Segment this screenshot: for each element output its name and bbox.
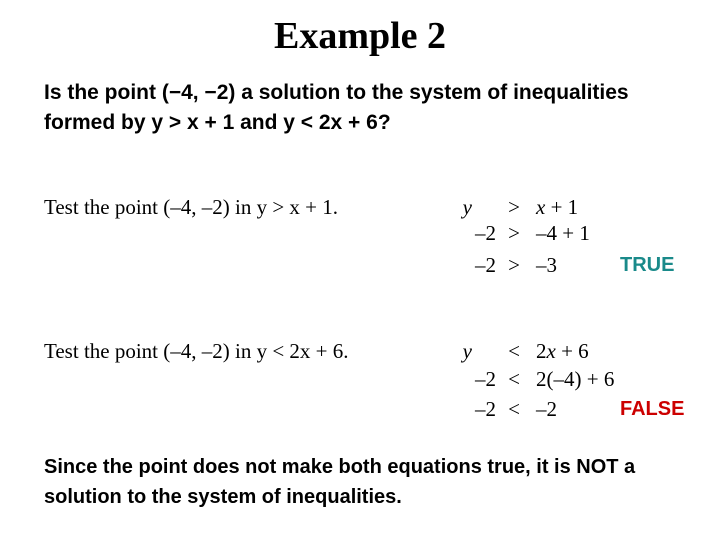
test-2-row-2-right: 2(–4) + 6 <box>536 367 615 391</box>
question-line-1: Is the point (−4, −2) a solution to the system of inequalities <box>44 81 629 104</box>
test-2-row-3-left: –2 <box>475 397 496 421</box>
slide-title: Example 2 <box>273 15 447 57</box>
test-1-row-3-right: –3 <box>536 253 557 277</box>
test-2-row-1-right: 2x + 6 <box>536 339 589 363</box>
test-1-label: Test the point (–4, –2) in y > x + 1. <box>44 195 339 219</box>
test-2-row-1-op: < <box>508 339 520 363</box>
test-1-row-2-left: –2 <box>475 221 496 245</box>
test-1-row-2-right: –4 + 1 <box>536 221 590 245</box>
test-2-row-3-right: –2 <box>536 397 557 421</box>
test-1-row-3-left: –2 <box>475 253 496 277</box>
test-2-row-2-op: < <box>508 367 520 391</box>
test-2-row-3-op: < <box>508 397 520 421</box>
test-1-verdict: TRUE <box>620 254 675 276</box>
conclusion-text <box>44 452 694 512</box>
test-2-row-2-left: –2 <box>475 367 496 391</box>
test-1-row-2-op: > <box>508 221 520 245</box>
test-2-label: Test the point (–4, –2) in y < 2x + 6. <box>44 339 349 363</box>
conclusion-line-2: solution to the system of inequalities. <box>44 486 402 508</box>
question-text <box>44 78 684 138</box>
question-line-2: formed by y > x + 1 and y < 2x + 6? <box>44 111 391 134</box>
test-1-row-1-left: y <box>462 195 472 219</box>
conclusion-line-1: Since the point does not make both equations true, it is NOT a <box>44 456 636 478</box>
test-2-row-1-left: y <box>462 339 472 363</box>
test-1-row-1-op: > <box>508 195 520 219</box>
test-1-row-3-op: > <box>508 253 520 277</box>
test-1-row-1-right: x + 1 <box>536 195 579 219</box>
test-2-verdict: FALSE <box>620 398 685 420</box>
